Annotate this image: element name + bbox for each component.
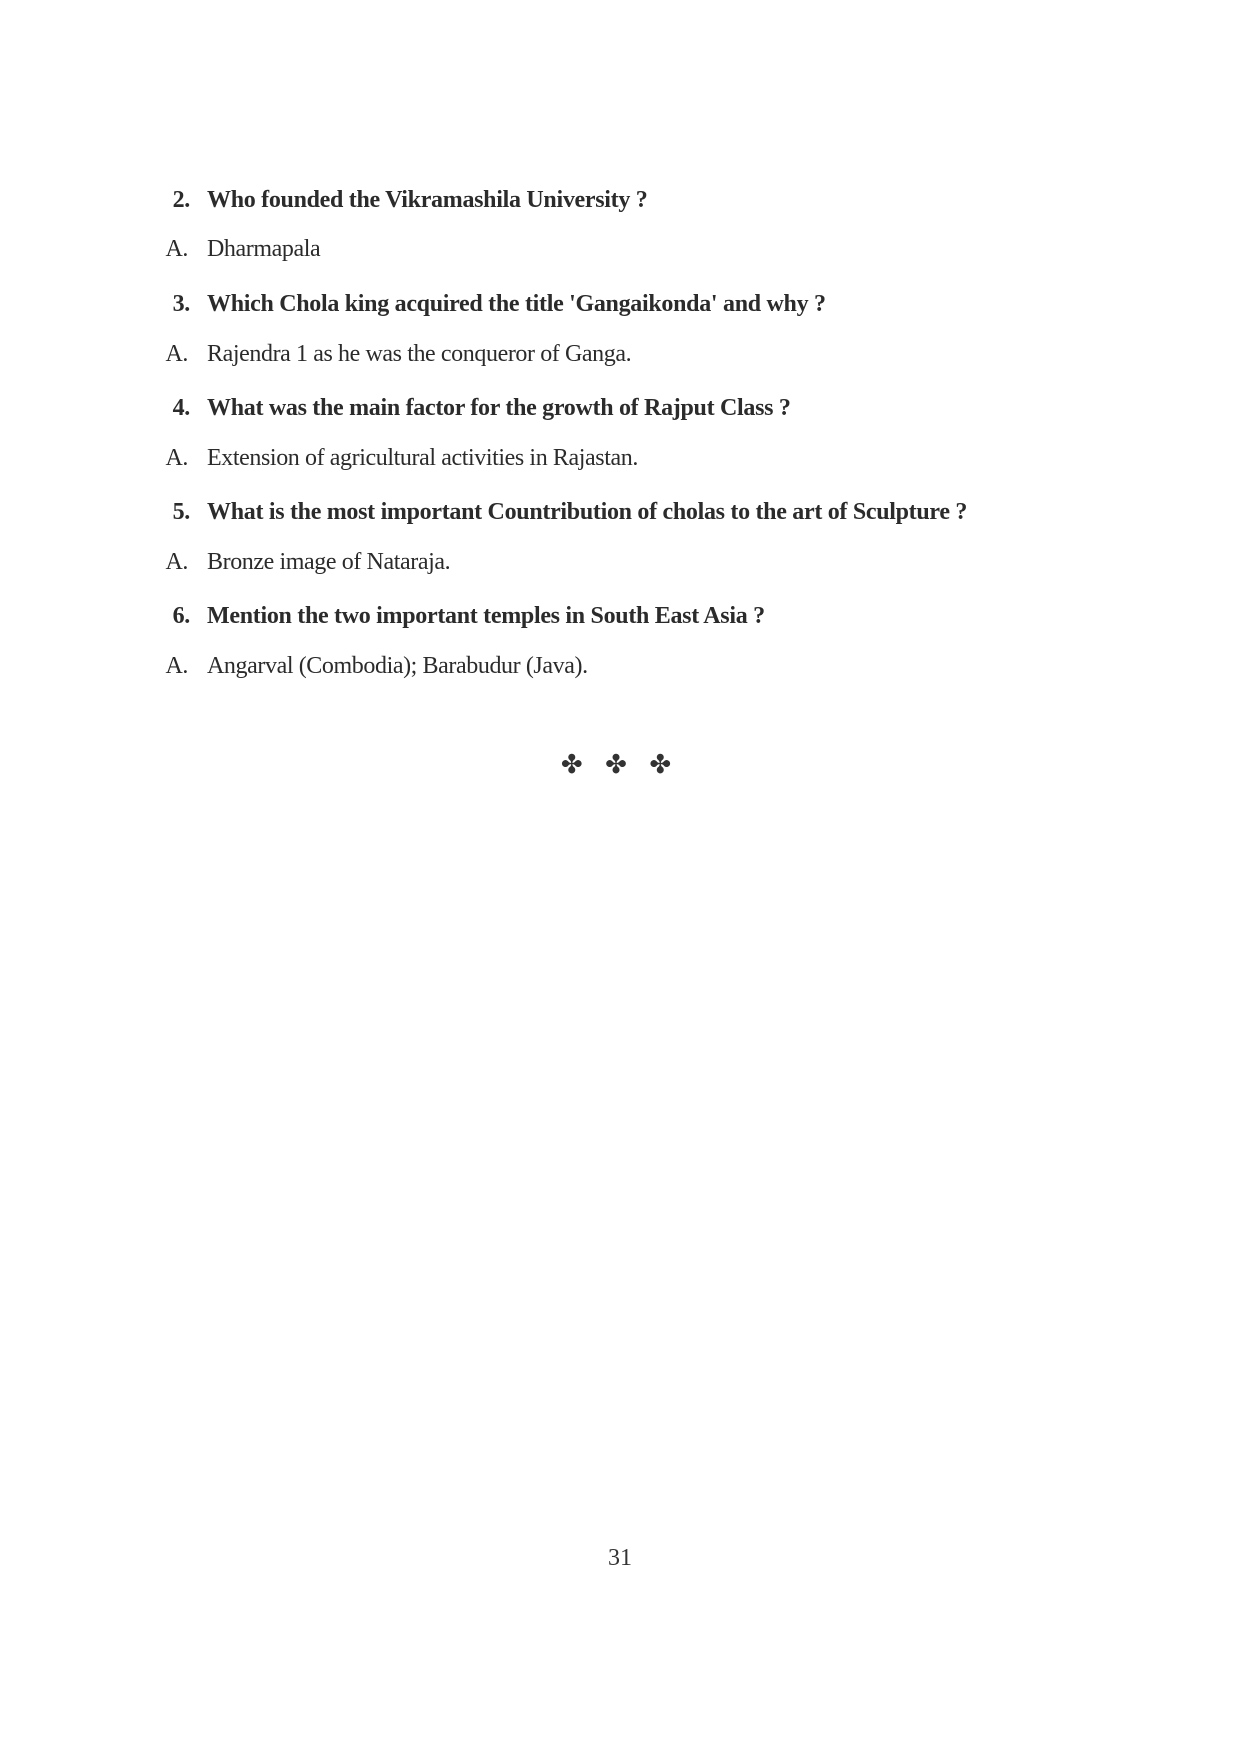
answer-marker: A. <box>165 445 188 471</box>
answer-marker: A. <box>165 549 188 575</box>
question-number: 2. <box>172 187 190 213</box>
question-text: What is the most important Countribution of cholas to the art of Sculpture ? <box>207 499 968 525</box>
answer-text: Extension of agricultural activities in Rajastan. <box>207 445 638 471</box>
question-number: 4. <box>172 395 190 421</box>
question-number: 6. <box>172 603 190 629</box>
question-number: 3. <box>172 291 190 317</box>
answer-marker: A. <box>165 341 188 367</box>
question-text: Who founded the Vikramashila University ? <box>207 187 648 213</box>
question-text: Mention the two important temples in South East Asia ? <box>207 603 765 629</box>
answer-text: Bronze image of Nataraja. <box>207 549 451 575</box>
question-text: Which Chola king acquired the title 'Gangaikonda' and why ? <box>207 291 826 317</box>
answer-text: Dharmapala <box>207 236 321 262</box>
answer-text: Rajendra 1 as he was the conqueror of Ganga. <box>207 341 632 367</box>
question-text: What was the main factor for the growth of Rajput Class ? <box>207 395 791 421</box>
page-number: 31 <box>608 1545 632 1571</box>
answer-marker: A. <box>165 236 188 262</box>
answer-text: Angarval (Combodia); Barabudur (Java). <box>207 653 588 679</box>
answer-marker: A. <box>165 653 188 679</box>
section-end-ornament: ✤ ✤ ✤ <box>560 750 680 779</box>
question-number: 5. <box>172 499 190 525</box>
